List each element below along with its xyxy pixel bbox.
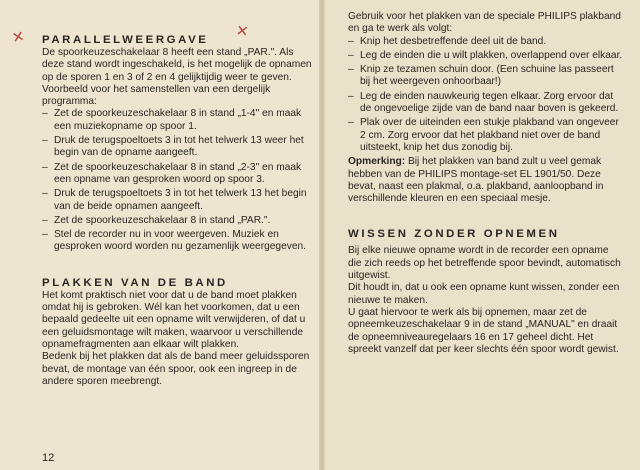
list-item: [348, 64, 624, 89]
page-number: 12: [42, 452, 55, 464]
list-item: [42, 229, 314, 254]
dash-bullet: –: [348, 35, 354, 47]
paragraph: U gaat hiervoor te werk als bij opnemen, maar zet de opneemkeuzeschakelaar 9 in de stand „MANUAL" en draait de opneemniveauregelaars 16 en 17 geheel dicht. Het spreekt vanzelf dat per keer slechts één spoor wordt gewist.: [348, 306, 619, 355]
remark-text: Bij het plakken van band zult u veel gemak hebben van de PHILIPS montage-set EL 1901/50. Deze bevat, naast een plakmal, o.a. plakband, aanloopband in verschillende kleuren en een speciaal mesje.: [348, 156, 604, 205]
dash-bullet: –: [348, 64, 354, 76]
dash-bullet: –: [42, 188, 48, 200]
right-column: [348, 11, 624, 356]
dash-bullet: –: [348, 49, 354, 61]
list-item-text: Knip het desbetreffende deel uit de band.: [360, 35, 547, 47]
list-item-text: Leg de einden nauwkeurig tegen elkaar. Zorg ervoor dat de ongevoelige zijde van de band naar boven is gekeerd.: [360, 90, 619, 115]
section-heading-parallelweergave: PARALLELWEERGAVE: [42, 34, 209, 46]
dash-bullet: –: [42, 214, 48, 226]
list-item: [348, 91, 624, 116]
list-item: [348, 117, 624, 154]
list-item-text: Zet de spoorkeuzeschakelaar 8 in stand „1-4" en maak een muziekopname op spoor 1.: [54, 108, 302, 132]
paragraph: Gebruik voor het plakken van de speciale PHILIPS plakband en ga te werk als volgt:: [348, 11, 621, 35]
dash-bullet: –: [42, 135, 48, 147]
paragraph: De spoorkeuzeschakelaar 8 heeft een stand „PAR.". Als deze stand wordt ingeschakeld, is het mogelijk de opnamen op de sporen 1 en 3 of 2 en 4 gelijktijdig weer te geven.: [42, 47, 312, 83]
list-item-text: Leg de einden die u wilt plakken, overlappend over elkaar.: [360, 49, 623, 61]
list-item: [42, 108, 314, 133]
section-heading-wissen: WISSEN ZONDER OPNEMEN: [348, 228, 560, 241]
step-list: [348, 36, 624, 155]
paragraph: Bij elke nieuwe opname wordt in de recorder een opname die zich reeds op het betreffende spoor bevindt, automatisch uitgewist.: [348, 245, 621, 282]
step-list: [42, 108, 314, 253]
list-item-text: Zet de spoorkeuzeschakelaar 8 in stand „2-3" en maak een opname van gesproken woord op spoor 3.: [54, 161, 302, 185]
list-item-text: Plak over de uiteinden een stukje plakband van ongeveer 2 cm. Zorg ervoor dat het plakband niet over de band uitsteekt, knip het dus zonodig bij.: [360, 117, 619, 153]
dash-bullet: –: [42, 161, 48, 173]
dash-bullet: –: [42, 229, 48, 241]
paragraph: Voorbeeld voor het samenstellen van een dergelijk programma:: [42, 83, 271, 108]
dash-bullet: –: [348, 90, 354, 102]
list-item-text: Druk de terugspoeltoets 3 in tot het telwerk 13 weer het begin van de opname aangeeft.: [54, 135, 304, 159]
pen-mark-icon: ✕: [10, 26, 27, 48]
list-item: [42, 135, 314, 160]
list-item: [42, 188, 314, 213]
dash-bullet: –: [348, 117, 354, 129]
pen-mark-icon: ✕: [234, 21, 250, 41]
list-item-text: Druk de terugspoeltoets 3 in tot het telwerk 13 het begin van de beide opnamen aangeeft.: [54, 188, 307, 212]
paragraph: Bedenk bij het plakken dat als de band meer geluidssporen bevat, de montage van één spoor, ook een ingreep in de andere sporen meebrengt.: [42, 351, 310, 387]
section-heading-plakken: PLAKKEN VAN DE BAND: [42, 276, 228, 289]
remark-label: Opmerking:: [348, 156, 406, 168]
dash-bullet: –: [42, 108, 48, 120]
list-item-text: Stel de recorder nu in voor weergeven. Muziek en gesproken woord worden nu gezamenlijk weergegeven.: [54, 229, 307, 253]
left-column: [42, 33, 314, 388]
list-item: [42, 215, 314, 227]
list-item-text: Knip ze tezamen schuin door. (Een schuine las passeert bij het weergeven onhoorbaar!): [360, 64, 614, 88]
list-item: [42, 162, 314, 187]
list-item-text: Zet de spoorkeuzeschakelaar 8 in stand „PAR.".: [54, 214, 271, 226]
paragraph: Het komt praktisch niet voor dat u de band moet plakken omdat hij is gebroken. Wél kan het voorkomen, dat u een bepaald gedeelte uit een opname wilt verwijderen, of dat u een geluidsmontage wilt maken, waarvoor u verschillende opnamefragmenten aan elkaar wilt plakken.: [42, 289, 306, 350]
paragraph: Dit houdt in, dat u ook een opname kunt wissen, zonder een nieuwe te maken.: [348, 282, 620, 306]
list-item: [348, 50, 624, 62]
book-spine: [319, 0, 325, 470]
remark-paragraph: [348, 156, 624, 205]
list-item: [348, 36, 624, 48]
